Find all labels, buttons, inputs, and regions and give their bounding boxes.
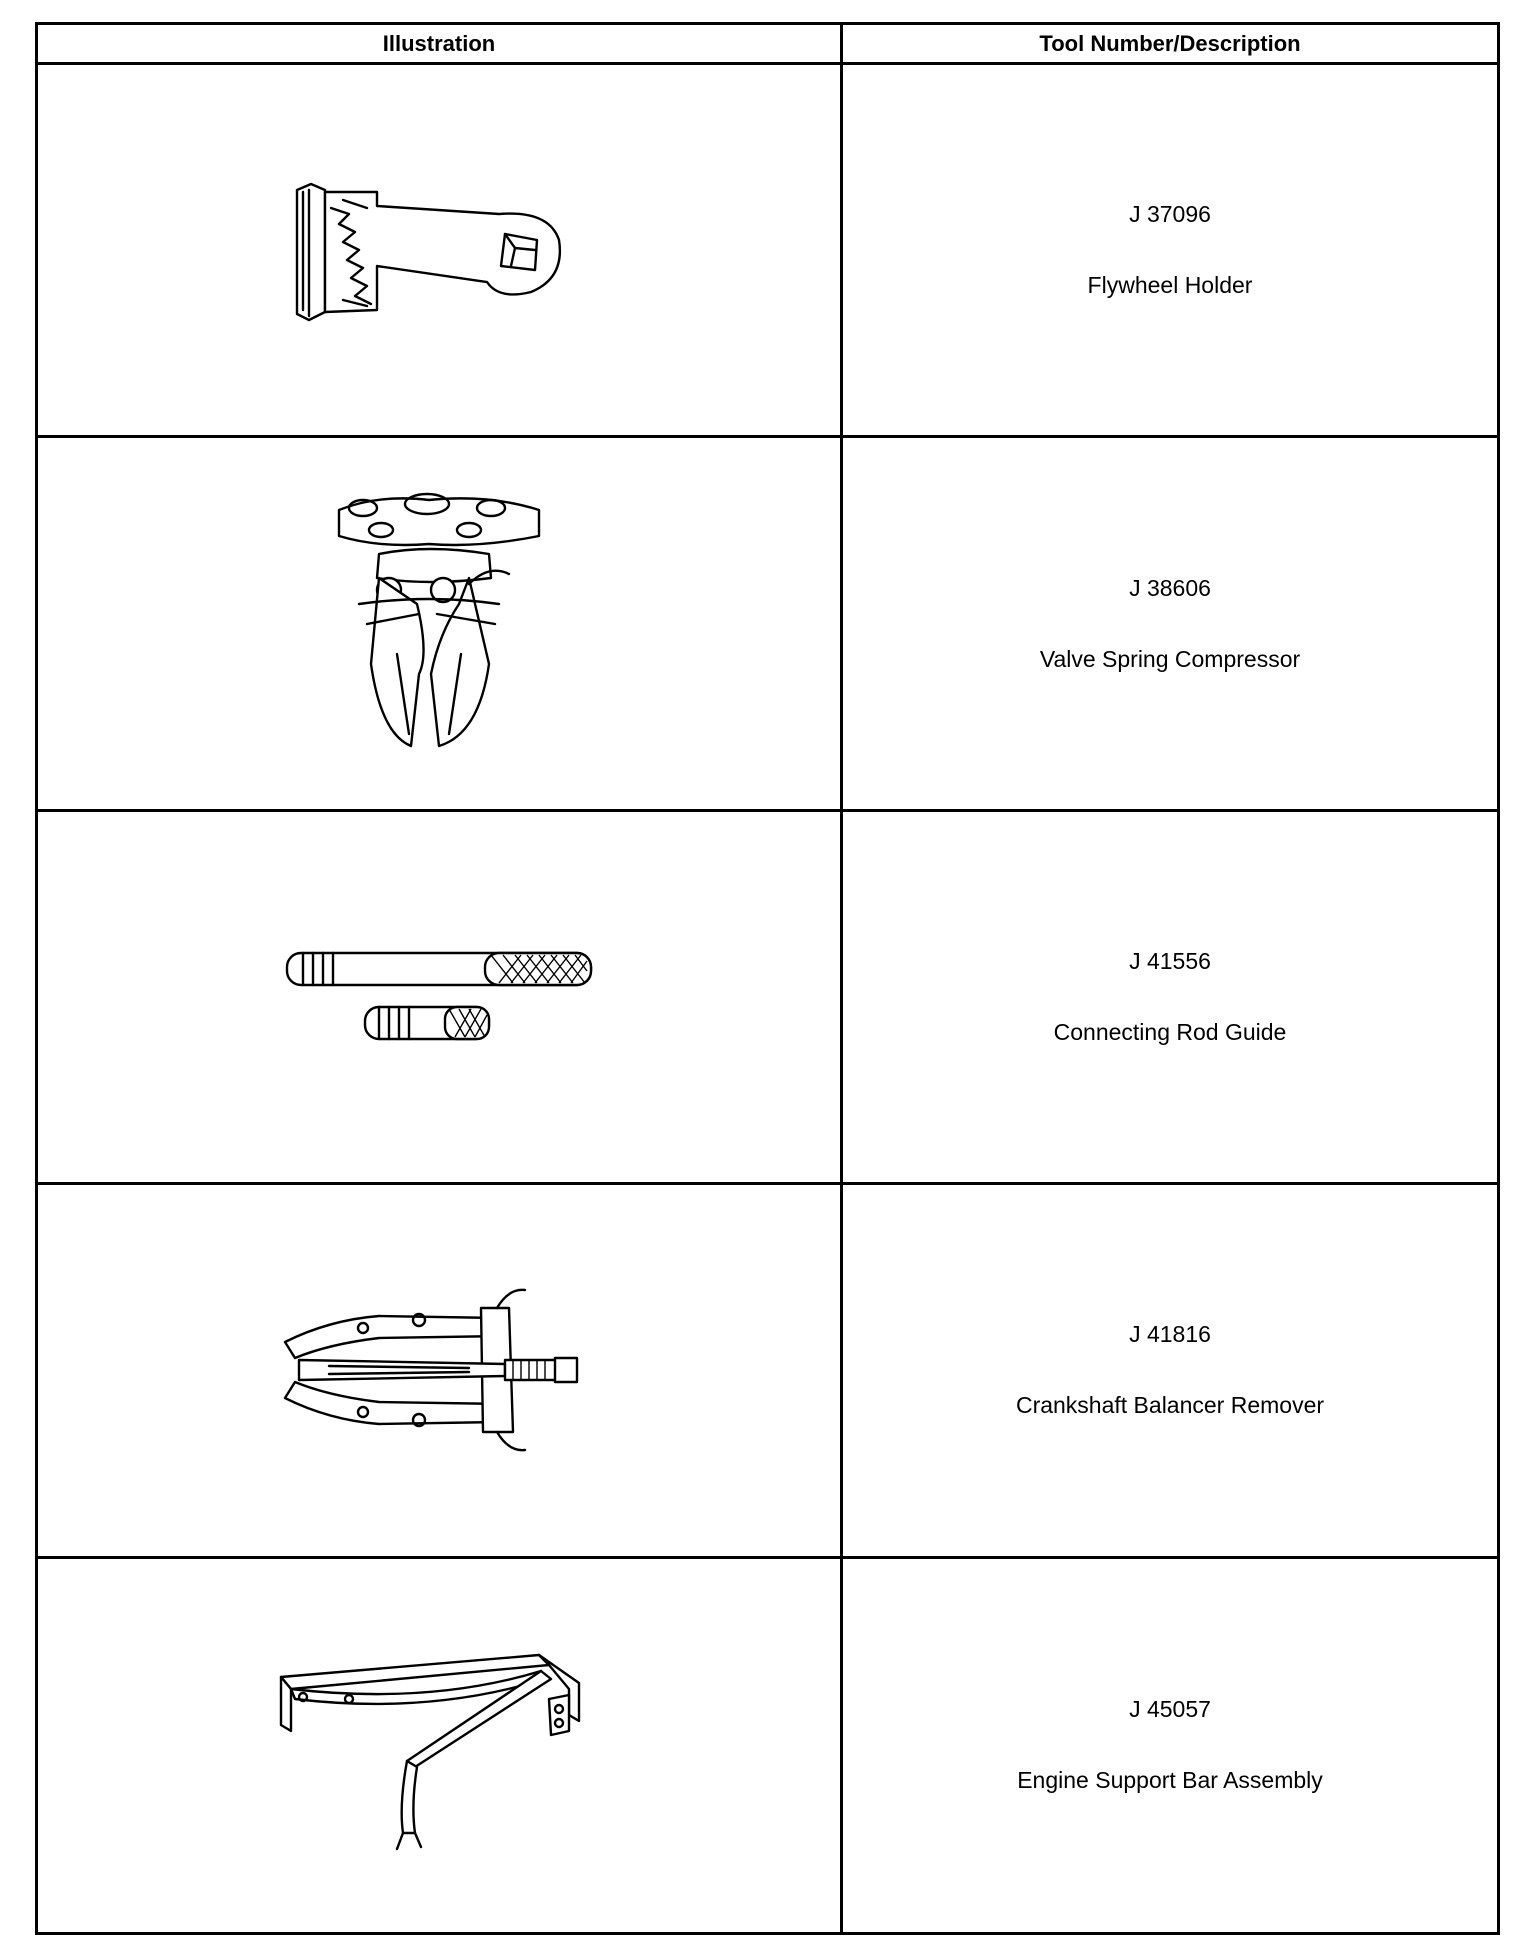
tool-description-cell <box>843 438 1497 811</box>
illustration-cell <box>38 438 843 811</box>
tool-name: Connecting Rod Guide <box>1053 1018 1287 1045</box>
tool-number: J 41556 <box>1129 947 1211 974</box>
tool-name: Flywheel Holder <box>1087 272 1253 299</box>
illustration-cell <box>38 812 843 1185</box>
tool-number: J 38606 <box>1129 574 1211 601</box>
flywheel-holder-illustration <box>269 170 609 330</box>
tool-description-cell <box>843 65 1497 438</box>
illustration-cell <box>38 1185 843 1558</box>
illustration-cell <box>38 65 843 438</box>
tool-name: Engine Support Bar Assembly <box>1017 1767 1323 1794</box>
header-tool-number-description: Tool Number/Description <box>843 25 1497 65</box>
header-illustration: Illustration <box>38 25 843 65</box>
illustration-cell <box>38 1559 843 1932</box>
tool-name: Crankshaft Balancer Remover <box>1015 1392 1325 1419</box>
tool-name: Valve Spring Compressor <box>1039 645 1301 672</box>
tool-description-cell <box>843 812 1497 1185</box>
special-tools-table <box>35 22 1500 1935</box>
valve-spring-compressor-illustration <box>319 474 559 774</box>
engine-support-bar-illustration <box>269 1635 609 1855</box>
tool-description-cell <box>843 1185 1497 1558</box>
tool-number: J 41816 <box>1129 1321 1211 1348</box>
connecting-rod-guide-illustration <box>269 937 609 1057</box>
tool-description-cell <box>843 1559 1497 1932</box>
crankshaft-balancer-remover-illustration <box>269 1280 609 1460</box>
tool-number: J 45057 <box>1129 1696 1211 1723</box>
tool-number: J 37096 <box>1129 201 1211 228</box>
